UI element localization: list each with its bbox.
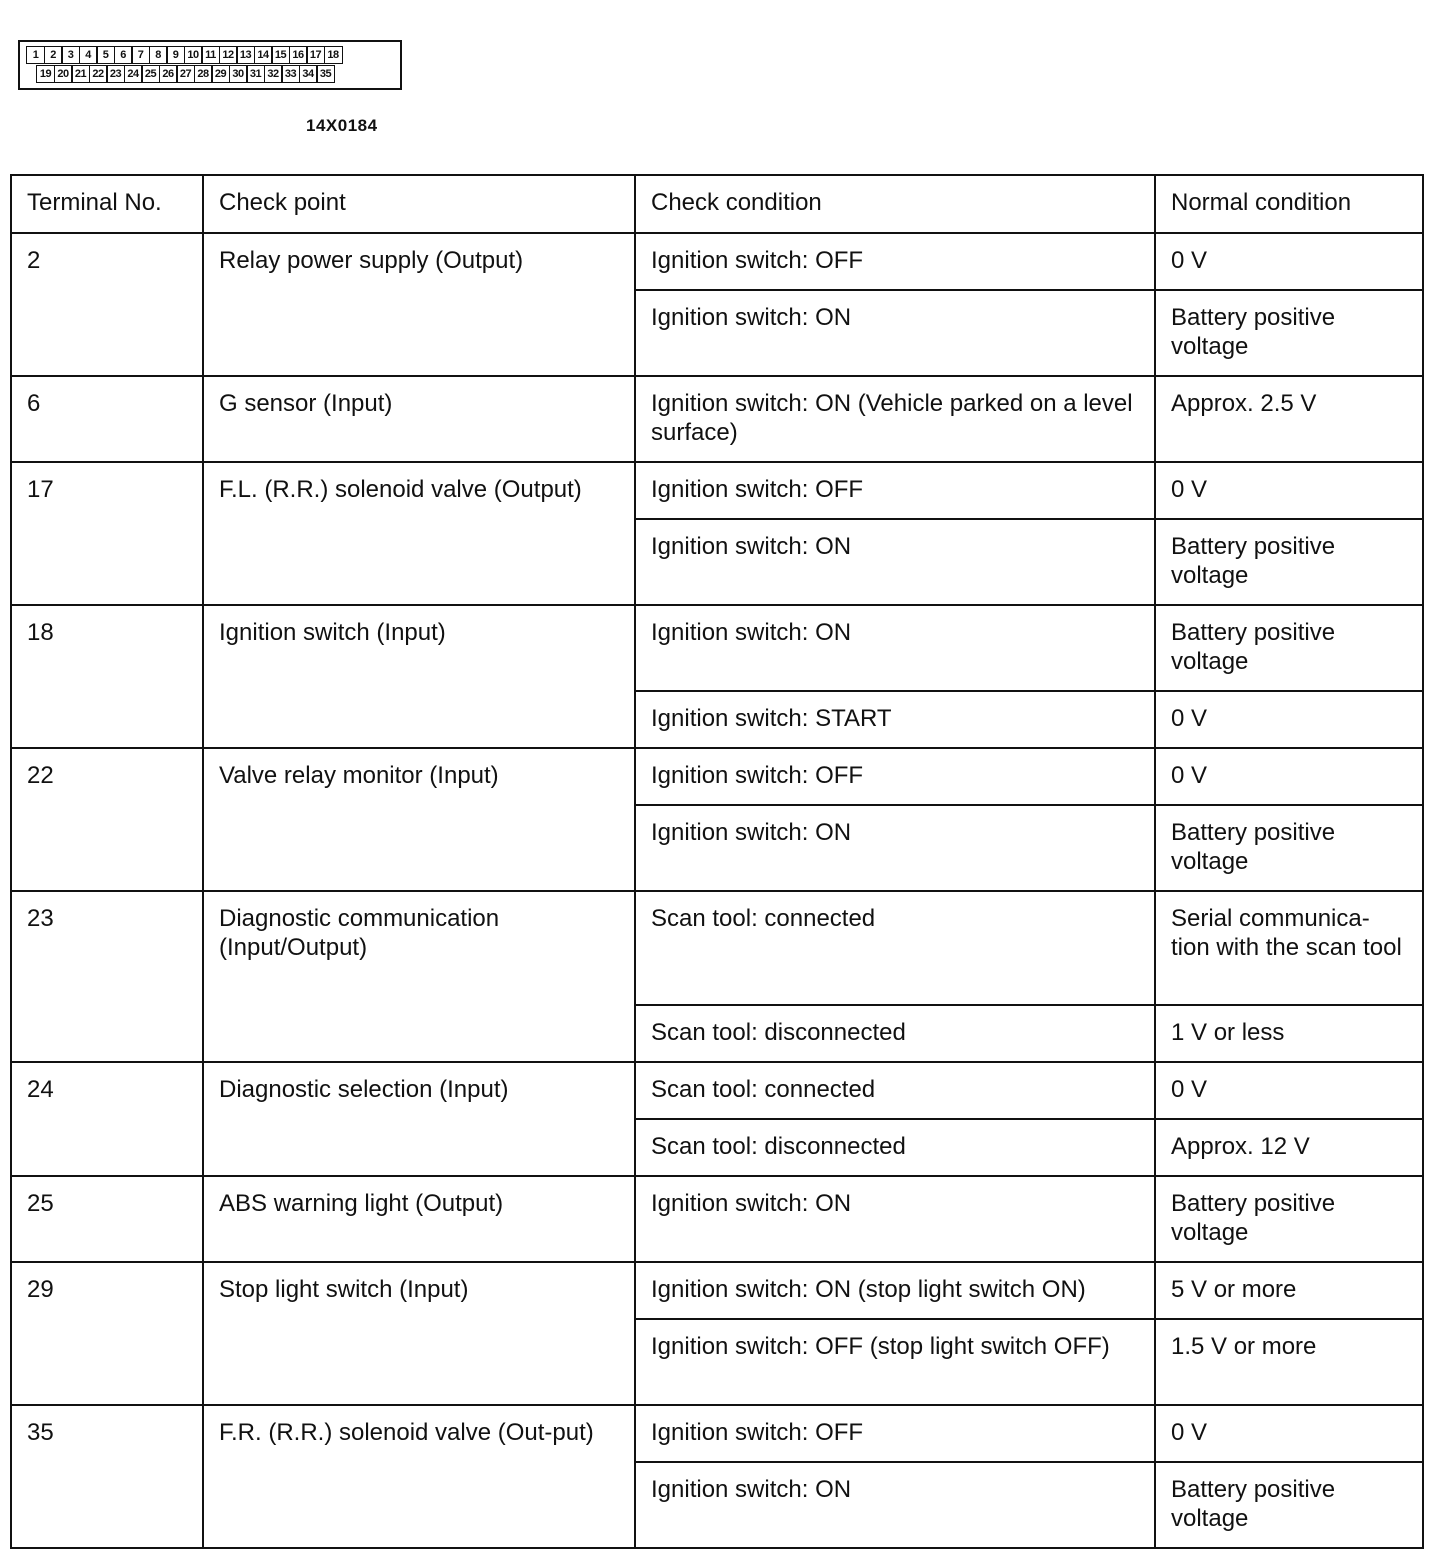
check-point-cell: Relay power supply (Output) — [203, 233, 635, 376]
connector-pin: 21 — [71, 65, 90, 83]
normal-condition-cell: 0 V — [1155, 691, 1423, 748]
check-condition-cell: Ignition switch: OFF — [635, 233, 1155, 290]
connector-pin: 9 — [166, 46, 185, 64]
connector-pin: 27 — [176, 65, 195, 83]
connector-pin: 2 — [44, 46, 63, 64]
check-point-cell: F.R. (R.R.) solenoid valve (Out-put) — [203, 1405, 635, 1548]
check-condition-cell: Ignition switch: OFF — [635, 1405, 1155, 1462]
connector-pin: 33 — [281, 65, 300, 83]
normal-condition-cell: Battery positive voltage — [1155, 290, 1423, 376]
terminal-check-table — [10, 174, 1424, 1549]
normal-condition-cell: Battery positive voltage — [1155, 1462, 1423, 1548]
terminal-cell: 23 — [11, 891, 203, 1062]
connector-diagram — [18, 40, 402, 90]
header-terminal: Terminal No. — [11, 175, 203, 233]
check-point-cell: Valve relay monitor (Input) — [203, 748, 635, 891]
normal-condition-cell: 0 V — [1155, 462, 1423, 519]
connector-pin: 35 — [316, 65, 335, 83]
check-condition-cell: Scan tool: disconnected — [635, 1005, 1155, 1062]
check-point-cell: Stop light switch (Input) — [203, 1262, 635, 1405]
check-condition-cell: Ignition switch: OFF — [635, 462, 1155, 519]
table-row — [11, 1405, 1423, 1462]
table-row — [11, 233, 1423, 290]
check-condition-cell: Ignition switch: ON (stop light switch ON) — [635, 1262, 1155, 1319]
normal-condition-cell: Approx. 12 V — [1155, 1119, 1423, 1176]
header-normal-condition: Normal condition — [1155, 175, 1423, 233]
connector-pin: 32 — [264, 65, 283, 83]
terminal-cell: 18 — [11, 605, 203, 748]
normal-condition-cell: Battery positive voltage — [1155, 519, 1423, 605]
connector-caption: 14X0184 — [306, 116, 378, 135]
check-point-cell: G sensor (Input) — [203, 376, 635, 462]
connector-pin: 16 — [289, 46, 308, 64]
normal-condition-cell: 0 V — [1155, 1405, 1423, 1462]
normal-condition-cell: 1.5 V or more — [1155, 1319, 1423, 1405]
table-header-row — [11, 175, 1423, 233]
connector-pin: 25 — [141, 65, 160, 83]
normal-condition-cell: Battery positive voltage — [1155, 805, 1423, 891]
connector-top-row — [26, 46, 341, 64]
normal-condition-cell: Serial communica-tion with the scan tool — [1155, 891, 1423, 1005]
connector-pin: 1 — [26, 46, 45, 64]
check-condition-cell: Ignition switch: ON — [635, 519, 1155, 605]
check-point-cell: ABS warning light (Output) — [203, 1176, 635, 1262]
terminal-cell: 25 — [11, 1176, 203, 1262]
check-point-cell: Ignition switch (Input) — [203, 605, 635, 748]
check-condition-cell: Ignition switch: ON — [635, 1462, 1155, 1548]
check-condition-cell: Scan tool: connected — [635, 891, 1155, 1005]
table-row — [11, 1176, 1423, 1262]
connector-pin: 24 — [124, 65, 143, 83]
connector-pin: 34 — [299, 65, 318, 83]
terminal-cell: 35 — [11, 1405, 203, 1548]
check-point-cell: F.L. (R.R.) solenoid valve (Output) — [203, 462, 635, 605]
check-condition-cell: Ignition switch: ON (Vehicle parked on a level surface) — [635, 376, 1155, 462]
check-condition-cell: Scan tool: connected — [635, 1062, 1155, 1119]
connector-pin: 17 — [306, 46, 325, 64]
terminal-cell: 6 — [11, 376, 203, 462]
table-row — [11, 376, 1423, 462]
connector-pin: 11 — [201, 46, 220, 64]
header-check-point: Check point — [203, 175, 635, 233]
check-condition-cell: Ignition switch: ON — [635, 605, 1155, 691]
table-row — [11, 891, 1423, 1005]
normal-condition-cell: 0 V — [1155, 1062, 1423, 1119]
terminal-cell: 2 — [11, 233, 203, 376]
check-condition-cell: Ignition switch: OFF — [635, 748, 1155, 805]
normal-condition-cell: 1 V or less — [1155, 1005, 1423, 1062]
normal-condition-cell: 5 V or more — [1155, 1262, 1423, 1319]
table-row — [11, 1062, 1423, 1119]
connector-pin: 28 — [194, 65, 213, 83]
terminal-cell: 17 — [11, 462, 203, 605]
normal-condition-cell: Battery positive voltage — [1155, 605, 1423, 691]
connector-bottom-row — [36, 65, 334, 83]
connector-pin: 6 — [114, 46, 133, 64]
check-condition-cell: Ignition switch: ON — [635, 1176, 1155, 1262]
terminal-cell: 24 — [11, 1062, 203, 1176]
check-condition-cell: Ignition switch: OFF (stop light switch OFF) — [635, 1319, 1155, 1405]
header-check-condition: Check condition — [635, 175, 1155, 233]
check-point-cell: Diagnostic communication (Input/Output) — [203, 891, 635, 1062]
table-row — [11, 462, 1423, 519]
connector-pin: 12 — [219, 46, 238, 64]
normal-condition-cell: Battery positive voltage — [1155, 1176, 1423, 1262]
connector-pin: 31 — [246, 65, 265, 83]
connector-pin: 8 — [149, 46, 168, 64]
connector-pin: 30 — [229, 65, 248, 83]
connector-pin: 15 — [271, 46, 290, 64]
normal-condition-cell: 0 V — [1155, 233, 1423, 290]
normal-condition-cell: Approx. 2.5 V — [1155, 376, 1423, 462]
connector-pin: 13 — [236, 46, 255, 64]
connector-pin: 23 — [106, 65, 125, 83]
connector-pin: 10 — [184, 46, 203, 64]
check-condition-cell: Ignition switch: START — [635, 691, 1155, 748]
connector-pin: 5 — [96, 46, 115, 64]
check-condition-cell: Ignition switch: ON — [635, 290, 1155, 376]
check-condition-cell: Scan tool: disconnected — [635, 1119, 1155, 1176]
connector-pin: 18 — [324, 46, 343, 64]
table-row — [11, 748, 1423, 805]
table-row — [11, 605, 1423, 691]
check-condition-cell: Ignition switch: ON — [635, 805, 1155, 891]
terminal-cell: 29 — [11, 1262, 203, 1405]
table-row — [11, 1262, 1423, 1319]
connector-pin: 22 — [89, 65, 108, 83]
connector-pin: 14 — [254, 46, 273, 64]
connector-pin: 29 — [211, 65, 230, 83]
connector-pin: 19 — [36, 65, 55, 83]
connector-pin: 20 — [54, 65, 73, 83]
normal-condition-cell: 0 V — [1155, 748, 1423, 805]
connector-pin: 4 — [79, 46, 98, 64]
check-point-cell: Diagnostic selection (Input) — [203, 1062, 635, 1176]
connector-pin: 7 — [131, 46, 150, 64]
terminal-cell: 22 — [11, 748, 203, 891]
connector-pin: 3 — [61, 46, 80, 64]
connector-pin: 26 — [159, 65, 178, 83]
